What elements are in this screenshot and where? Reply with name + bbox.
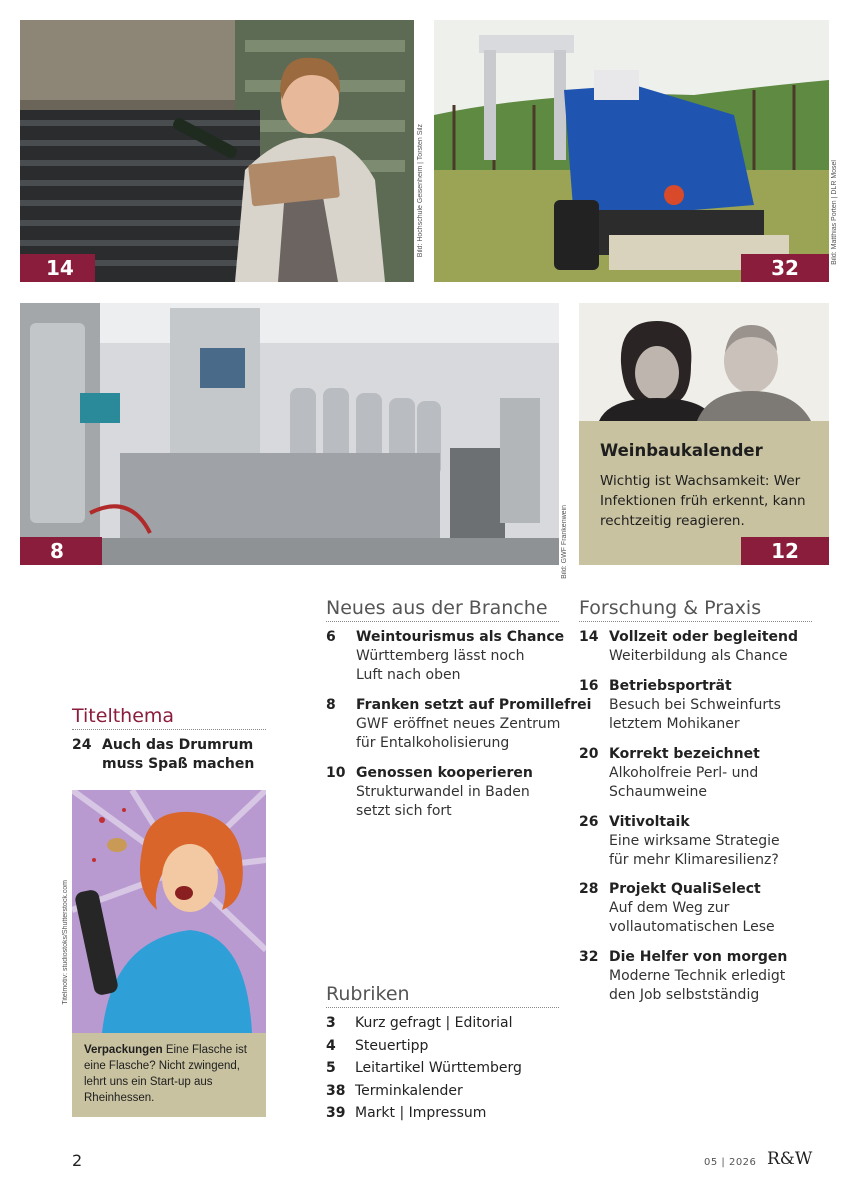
entry-title: Korrekt bezeichnet bbox=[609, 746, 760, 762]
cover-credit: Titelmotiv: studiostoks/Shutterstock.com bbox=[62, 880, 69, 1005]
contents-entry[interactable] bbox=[326, 764, 559, 822]
weinbaukalender-panel bbox=[579, 303, 829, 565]
pop-art-woman-champagne-image bbox=[72, 790, 266, 1033]
entry-title-line1: Auch das Drumrum bbox=[102, 737, 254, 753]
entry-page-number: 32 bbox=[579, 949, 599, 965]
footer-logo: R&W bbox=[767, 1149, 813, 1169]
photo-winery-woman bbox=[20, 20, 414, 282]
entry-description-line1: Auf dem Weg zur bbox=[609, 900, 730, 916]
rubrik-label: Leitartikel Württemberg bbox=[355, 1060, 522, 1076]
cover-caption bbox=[72, 1033, 266, 1117]
weinbaukalender-text: Wichtig ist Wachsamkeit: Wer Infektionen früh erkennt, kann rechtzeitig reagieren. bbox=[600, 473, 806, 529]
entry-description-line2: für mehr Klimaresilienz? bbox=[609, 851, 779, 868]
contents-entry[interactable] bbox=[579, 813, 812, 871]
page-number-badge: 8 bbox=[20, 537, 102, 565]
entry-page-number: 26 bbox=[579, 814, 599, 830]
rubrik-label: Steuertipp bbox=[355, 1037, 429, 1054]
entry-description-line2: den Job selbstständig bbox=[609, 986, 760, 1003]
footer-issue: 05 | 2026 bbox=[704, 1157, 757, 1168]
rubrik-item[interactable] bbox=[326, 1080, 559, 1102]
entry-description-line1: Weiterbildung als Chance bbox=[609, 648, 788, 664]
entry-page-number: 16 bbox=[579, 678, 599, 694]
contents-entry[interactable] bbox=[326, 696, 592, 754]
photo-credit: Bild: GWF Frankenwein bbox=[561, 505, 568, 579]
entry-title-line2: muss Spaß machen bbox=[102, 755, 255, 772]
entry-page-number: 24 bbox=[72, 737, 92, 753]
rubrik-page-number: 4 bbox=[326, 1037, 336, 1054]
rubrik-page-number: 39 bbox=[326, 1105, 346, 1121]
rubrik-item[interactable] bbox=[326, 1057, 559, 1079]
entry-page-number: 14 bbox=[579, 629, 599, 645]
page-number-badge: 14 bbox=[20, 254, 95, 282]
page-number-badge: 32 bbox=[741, 254, 829, 282]
contents-entry[interactable] bbox=[326, 628, 565, 686]
entry-description-line2: Schaumweine bbox=[609, 783, 707, 800]
footer-page-number: 2 bbox=[72, 1151, 83, 1170]
entry-description-line2: für Entalkoholisierung bbox=[356, 734, 510, 751]
entry-description-line2: Luft nach oben bbox=[356, 666, 461, 683]
photo-vineyard-robot bbox=[434, 20, 829, 282]
rubrik-item[interactable] bbox=[326, 1102, 559, 1124]
rubrik-page-number: 5 bbox=[326, 1060, 336, 1076]
photo-plant-image bbox=[20, 303, 559, 565]
titelthema-heading: Titelthema bbox=[72, 705, 266, 730]
entry-title: Vollzeit oder begleitend bbox=[609, 629, 799, 645]
titelthema-entry[interactable] bbox=[72, 736, 272, 776]
entry-description-line1: Württemberg lässt noch bbox=[356, 648, 525, 664]
rubrik-label: Markt | Impressum bbox=[355, 1105, 487, 1121]
caption-text: Eine Flasche ist eine Flasche? Nicht zwingend, lehrt uns ein Start-up aus Rheinhessen. bbox=[84, 1044, 247, 1104]
entry-description-line2: setzt sich fort bbox=[356, 802, 452, 819]
entry-description-line2: letztem Mohikaner bbox=[609, 715, 740, 732]
entry-page-number: 20 bbox=[579, 746, 599, 762]
entry-description-line1: Strukturwandel in Baden bbox=[356, 784, 530, 800]
rubrik-page-number: 38 bbox=[326, 1082, 346, 1099]
contents-entry[interactable] bbox=[579, 677, 812, 735]
entry-description-line1: Eine wirksame Strategie bbox=[609, 833, 780, 849]
page-number-badge: 12 bbox=[741, 537, 829, 565]
entry-title: Weintourismus als Chance bbox=[356, 629, 565, 645]
rubrik-item[interactable] bbox=[326, 1012, 559, 1034]
photo-credit: Bild: Hochschule Geisenheim | Torsten Silz bbox=[417, 124, 424, 258]
caption-bold: Verpackungen bbox=[84, 1044, 163, 1056]
cover-illustration bbox=[72, 790, 266, 1033]
entry-description-line1: Moderne Technik erledigt bbox=[609, 968, 786, 984]
rubrik-item[interactable] bbox=[326, 1035, 559, 1057]
rubriken-heading: Rubriken bbox=[326, 983, 559, 1008]
entry-description-line1: Alkoholfreie Perl- und bbox=[609, 765, 759, 781]
entry-title: Die Helfer von morgen bbox=[609, 949, 788, 965]
contents-entry[interactable] bbox=[579, 948, 812, 1006]
rubrik-label: Terminkalender bbox=[355, 1082, 463, 1099]
entry-description-line2: vollautomatischen Lese bbox=[609, 918, 775, 935]
entry-description-line1: GWF eröffnet neues Zentrum bbox=[356, 716, 561, 732]
rubrik-page-number: 3 bbox=[326, 1015, 336, 1031]
entry-title: Vitivoltaik bbox=[609, 814, 690, 830]
entry-title: Franken setzt auf Promillefrei bbox=[356, 697, 592, 713]
rubrik-label: Kurz gefragt | Editorial bbox=[355, 1015, 513, 1031]
entry-page-number: 8 bbox=[326, 697, 336, 713]
entry-title: Genossen kooperieren bbox=[356, 765, 533, 781]
entry-description-line1: Besuch bei Schweinfurts bbox=[609, 697, 781, 713]
contents-entry[interactable] bbox=[579, 745, 812, 803]
entry-page-number: 10 bbox=[326, 765, 346, 781]
entry-title: Projekt QualiSelect bbox=[609, 881, 761, 897]
photo-vineyard-robot-image bbox=[434, 20, 829, 282]
photo-credit: Bild: Matthias Porten | DLR Mosel bbox=[831, 160, 838, 265]
authors-portrait-image bbox=[579, 303, 829, 421]
entry-page-number: 6 bbox=[326, 629, 336, 645]
weinbaukalender-title: Weinbaukalender bbox=[600, 441, 763, 460]
contents-entry[interactable] bbox=[579, 880, 812, 938]
branche-heading: Neues aus der Branche bbox=[326, 597, 559, 622]
entry-page-number: 28 bbox=[579, 881, 599, 897]
photo-dealcoholisation-plant bbox=[20, 303, 559, 565]
entry-title: Betriebsporträt bbox=[609, 678, 732, 694]
forschung-heading: Forschung & Praxis bbox=[579, 597, 812, 622]
photo-winery-woman-image bbox=[20, 20, 414, 282]
